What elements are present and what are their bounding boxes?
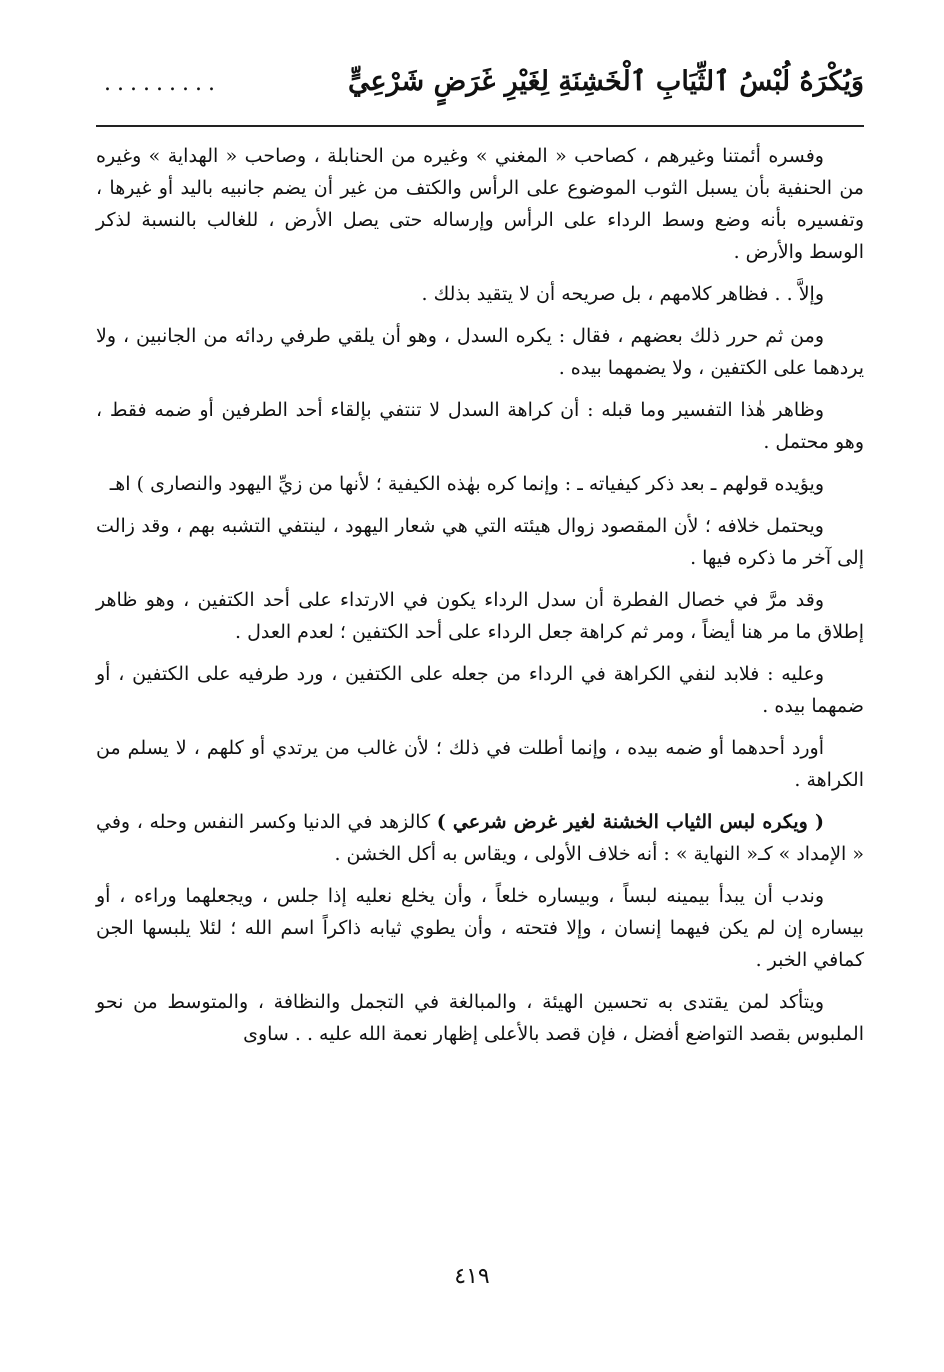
running-header-title: وَيُكْرَهُ لُبْسُ ٱلثِّيَابِ ٱلْخَشِنَةِ لِغَيْرِ غَرَضٍ شَرْعِيٍّ [348, 66, 864, 97]
matn-paragraph [96, 806, 864, 870]
page-body [96, 140, 864, 1060]
paragraph-1: وفسره أئمتنا وغيرهم ، كصاحب « المغني » وغيره من الحنابلة ، وصاحب « الهداية » وغيره من الحنفية بأن يسبل الثوب الموضوع على الرأس والكتف من غير أن يضم جانبيه باليد أو غيرها ، وتفسيره بأنه وضع وسط الرداء على الرأس وإرساله حتى يصل الأرض ، للغالب بالنسبة لذكر الوسط والأرض . [96, 145, 864, 263]
matn-lead-text: ( ويكره لبس الثياب الخشنة لغير غرض شرعي ) [436, 811, 824, 833]
paragraph-6: ويحتمل خلافه ؛ لأن المقصود زوال هيئته التي هي شعار اليهود ، لينتفي التشبه بهم ، وقد زالت إلى آخر ما ذكره فيها . [96, 515, 864, 569]
paragraph-5: ويؤيده قولهم ـ بعد ذكر كيفياته ـ : وإنما كره بهٰذه الكيفية ؛ لأنها من زيِّ اليهود والنصارى ) اهـ [109, 473, 824, 495]
paragraph-2: وإلاَّ . . فظاهر كلامهم ، بل صريحه أن لا يتقيد بذلك . [421, 283, 824, 305]
paragraph-4: وظاهر هٰذا التفسير وما قبله : أن كراهة السدل لا تنتفي بإلقاء أحد الطرفين أو ضمه فقط ، وهو محتمل . [96, 399, 864, 453]
running-header-dots: ......... [104, 71, 221, 96]
paragraph-12: ويتأكد لمن يقتدى به تحسين الهيئة ، والمبالغة في التجمل والنظافة ، والمتوسط من نحو الملبوس بقصد التواضع أفضل ، فإن قصد بالأعلى إظهار نعمة الله عليه . . ساوى [96, 991, 864, 1045]
running-header [96, 62, 864, 110]
paragraph-7: وقد مرَّ في خصال الفطرة أن سدل الرداء يكون في الارتداء على أحد الكتفين ، وهو ظاهر إطلاق ما مر هنا أيضاً ، ومر ثم كراهة جعل الرداء على أحد الكتفين ؛ لعدم العدل . [96, 589, 864, 643]
page-number: ٤١٩ [454, 1264, 490, 1289]
paragraph-9: أورد أحدهما أو ضمه بيده ، وإنما أطلت في ذلك ؛ لأن غالب من يرتدي أو كلهم ، لا يسلم من الكراهة . [96, 737, 864, 791]
paragraph-8: وعليه : فلابد لنفي الكراهة في الرداء من جعله على الكتفين ، ورد طرفيه على الكتفين ، أو ضمهما بيده . [96, 663, 864, 717]
paragraph-3: ومن ثم حرر ذلك بعضهم ، فقال : يكره السدل ، وهو أن يلقي طرفي ردائه من الجانبين ، ولا يردهما على الكتفين ، ولا يضمهما بيده . [96, 325, 864, 379]
header-divider [96, 125, 864, 127]
matn-commentary-text: كالزهد في الدنيا وكسر النفس وحله ، وفي « الإمداد » كـ« النهاية » : أنه خلاف الأولى ، ويقاس به أكل الخشن . [96, 811, 864, 865]
paragraph-11: وندب أن يبدأ بيمينه لبساً ، وبيساره خلعاً ، وأن يخلع نعليه إذا جلس ، ويجعلهما وراءه ، أو بيساره إن لم يكن فيهما إنسان ، وإلا فتحته ، وأن يطوي ثيابه ذاكراً اسم الله ؛ لئلا يلبسها الجن كمافي الخبر . [96, 885, 864, 971]
